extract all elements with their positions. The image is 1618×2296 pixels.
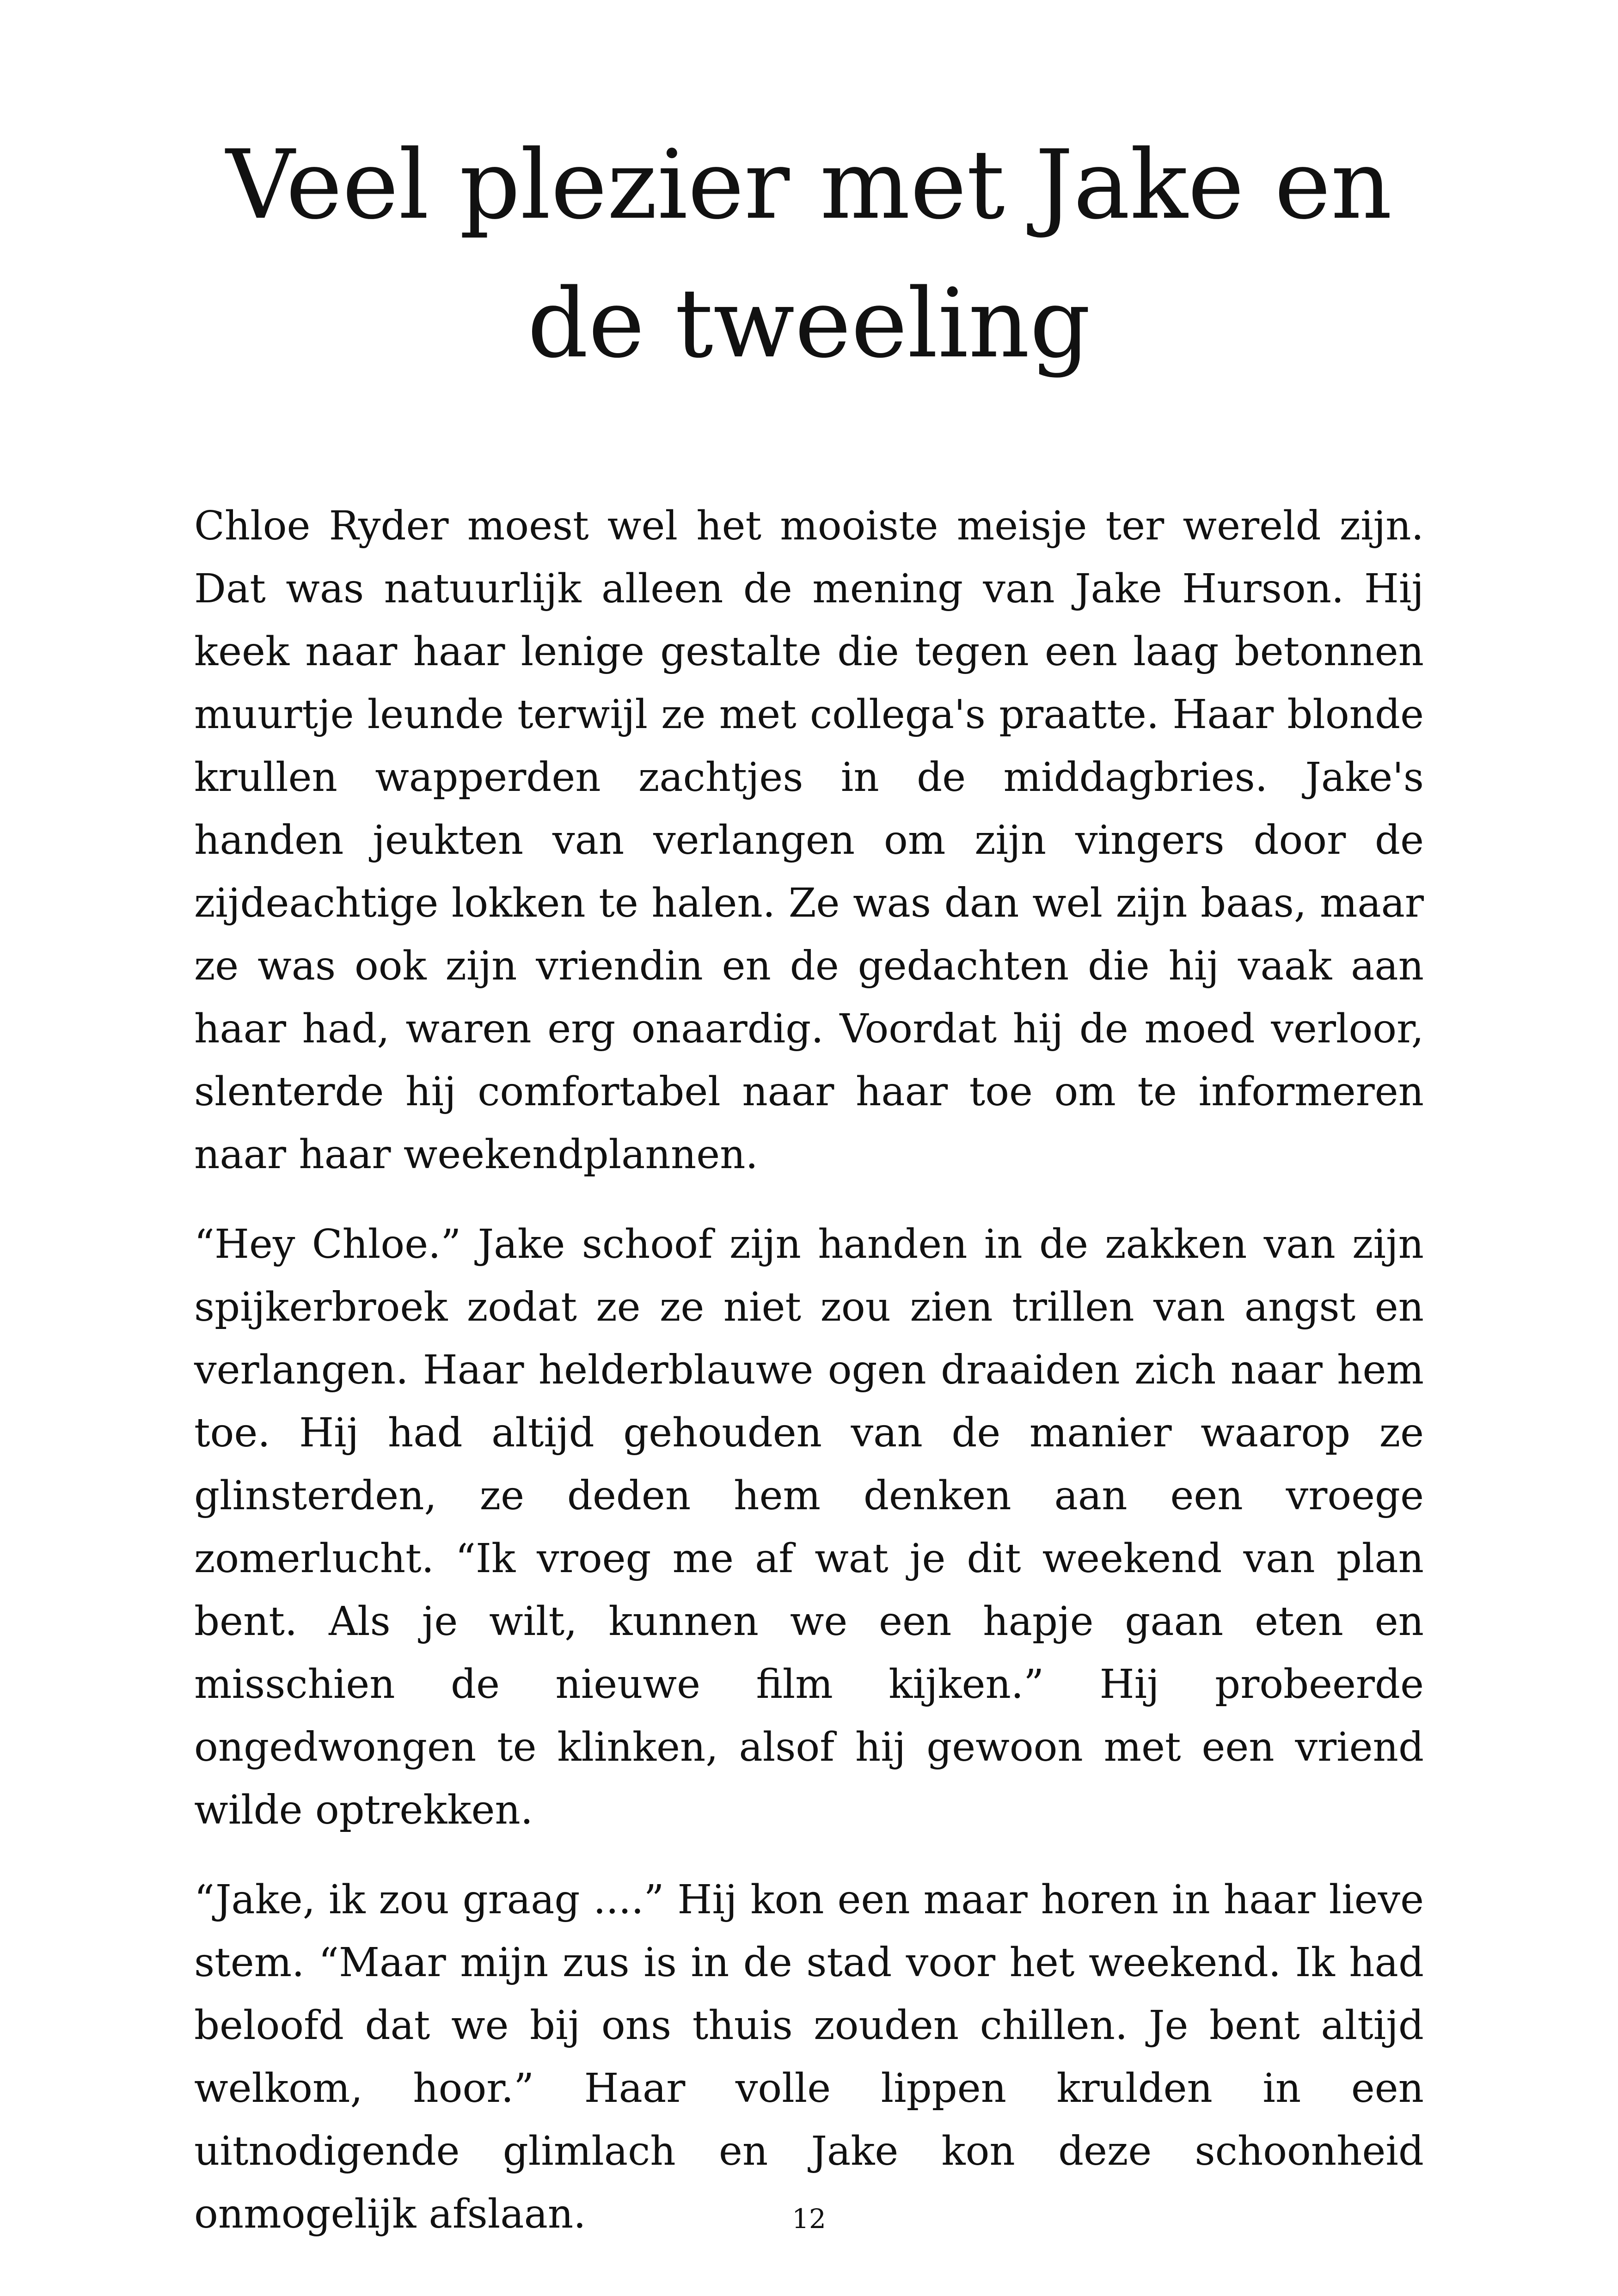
paragraph: “Jake, ik zou graag ....” Hij kon een maar horen in haar lieve stem. “Maar mijn zus is in de stad voor het weekend. Ik had beloofd dat we bij ons thuis zouden chillen. Je bent altijd welkom, hoor.” Haar volle lippen krulden in een uitnodigende glimlach en Jake kon deze schoonheid onmogelijk afslaan.: [194, 1877, 1424, 2237]
page-title: Veel plezier met Jake en de tweeling: [226, 129, 1392, 379]
page-number: 12: [792, 2203, 826, 2235]
body-text: [194, 495, 1424, 2272]
paragraph: Chloe Ryder moest wel het mooiste meisje ter wereld zijn. Dat was natuurlijk alleen de mening van Jake Hurson. Hij keek naar haar lenige gestalte die tegen een laag betonnen muurtje leunde terwijl ze met collega's praatte. Haar blonde krullen wapperden zachtjes in de middagbries. Jake's handen jeukten van verlangen om zijn vingers door de zijdeachtige lokken te halen. Ze was dan wel zijn baas, maar ze was ook zijn vriendin en de gedachten die hij vaak aan haar had, waren erg onaardig. Voordat hij de moed verloor, slenterde hij comfortabel naar haar toe om te informeren naar haar weekendplannen.: [194, 503, 1424, 1178]
paragraph: “Hey Chloe.” Jake schoof zijn handen in de zakken van zijn spijkerbroek zodat ze ze niet zou zien trillen van angst en verlangen. Haar helderblauwe ogen draaiden zich naar hem toe. Hij had altijd gehouden van de manier waarop ze glinsterden, ze deden hem denken aan een vroege zomerlucht. “Ik vroeg me af wat je dit weekend van plan bent. Als je wilt, kunnen we een hapje gaan eten en misschien de nieuwe film kijken.” Hij probeerde ongedwongen te klinken, alsof hij gewoon met een vriend wilde optrekken.: [194, 1221, 1424, 1833]
